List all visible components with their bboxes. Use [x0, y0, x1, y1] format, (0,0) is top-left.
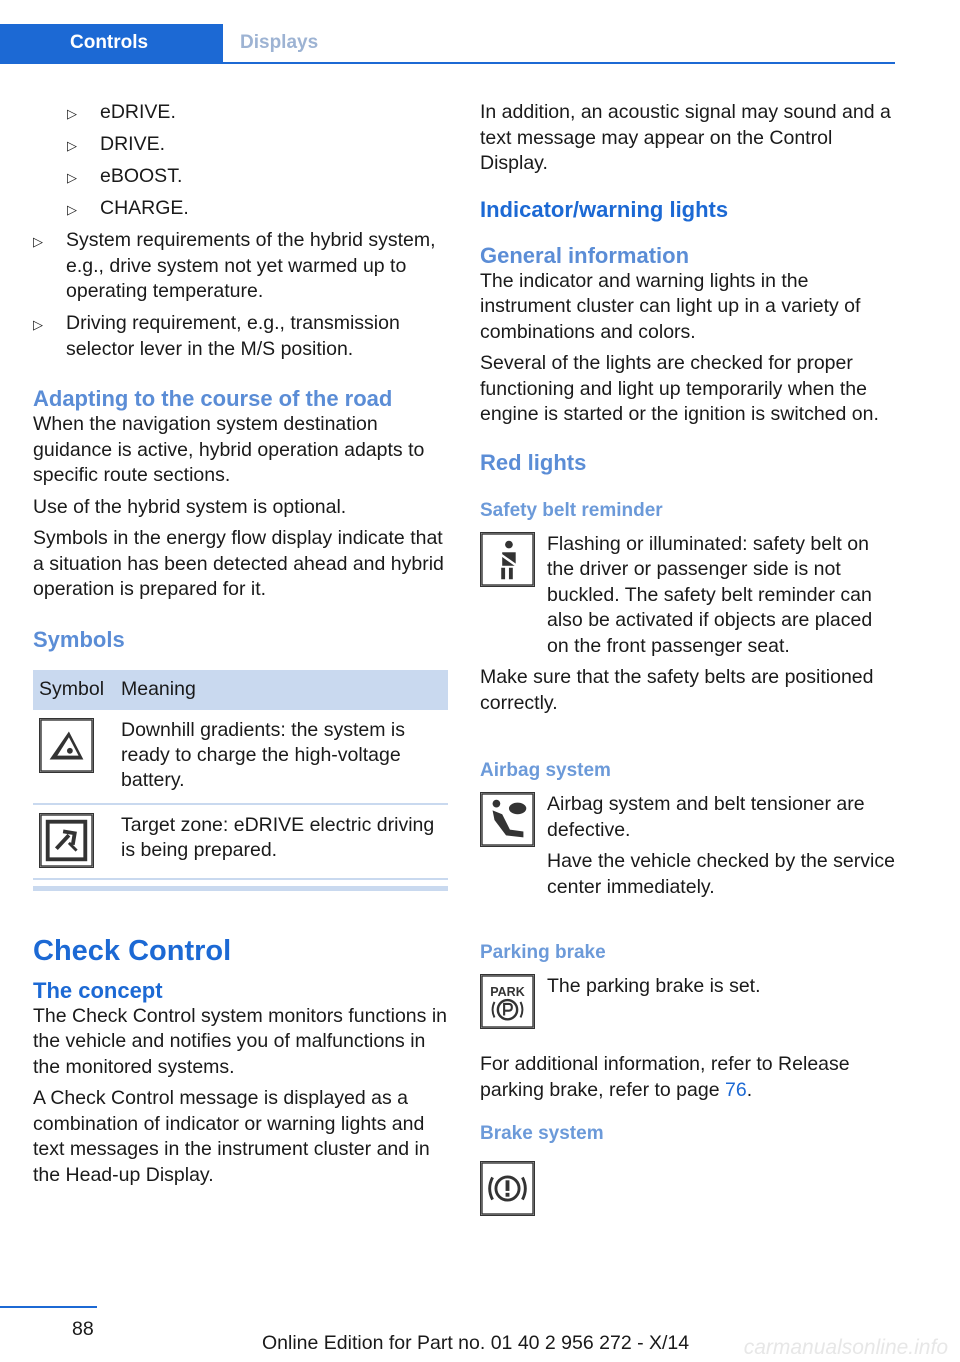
seatbelt-icon: [480, 532, 535, 587]
general-paragraph-2: Several of the lights are checked for proper functioning and light up temporarily when the engine is started or the ignition is switched on.: [480, 352, 879, 425]
triangle-bullet-icon: ▷: [67, 170, 77, 185]
svg-text:PARK: PARK: [490, 985, 525, 1000]
airbag-paragraph-1: Airbag system and belt tensioner are defective.: [547, 793, 865, 841]
requirements-list: [33, 228, 448, 362]
concept-paragraph-1: The Check Control system monitors functions in the vehicle and notifies you of malfunctions in the monitored systems.: [33, 1004, 447, 1078]
edition-text: Online Edition for Part no. 01 40 2 956 272 - X/14: [262, 1332, 690, 1354]
parking-paragraph-2: For additional information, refer to Release parking brake, refer to page 76.: [480, 1053, 850, 1101]
list-item: ▷ eDRIVE.: [33, 100, 448, 126]
tab-controls-label: Controls: [70, 32, 149, 53]
brake-warning-icon: [480, 1161, 535, 1216]
tab-displays[interactable]: Displays: [240, 32, 319, 53]
meaning-cell: Downhill gradients: the system is ready to charge the high-voltage battery.: [115, 710, 448, 804]
column-header-meaning: Meaning: [115, 670, 448, 710]
list-item: ▷ DRIVE.: [33, 132, 448, 158]
concept-paragraph-2: A Check Control message is displayed as a combination of indicator or warning lights and text messages in the instrument cluster and in the Head-up Display.: [33, 1087, 430, 1186]
list-item: ▷ eBOOST.: [33, 164, 448, 190]
footer-rule: [0, 1306, 97, 1308]
red-lights-heading: Red lights: [480, 449, 587, 475]
adapt-heading: Adapting to the course of the road: [33, 386, 393, 411]
triangle-bullet-icon: ▷: [67, 202, 77, 217]
airbag-paragraph-2: Have the vehicle checked by the service center immediately.: [547, 850, 895, 898]
intro-paragraph: In addition, an acoustic signal may sound and a text message may appear on the Control Display.: [480, 101, 891, 174]
general-heading: General information: [480, 242, 690, 268]
list-item: ▷ Driving requirement, e.g., transmission selector lever in the M/S position.: [33, 312, 400, 360]
concept-heading: The concept: [33, 977, 163, 1003]
indicator-heading: Indicator/warning lights: [480, 196, 729, 222]
left-column: [33, 100, 448, 1194]
mode-list: [33, 100, 448, 222]
airbag-block: [480, 792, 898, 900]
target-zone-icon: [39, 813, 94, 868]
general-paragraph-1: The indicator and warning lights in the instrument cluster can light up in a variety of combinations and colors.: [480, 269, 861, 343]
meaning-cell: Target zone: eDRIVE electric driving is being prepared.: [115, 804, 448, 879]
airbag-icon: [480, 792, 535, 847]
parking-brake-block: [480, 974, 898, 1034]
header-tabs: [0, 24, 895, 64]
list-item: ▷ CHARGE.: [33, 196, 448, 222]
belt-paragraph-2: Make sure that the safety belts are positioned correctly.: [480, 666, 874, 714]
belt-block: [480, 532, 898, 660]
column-header-symbol: Symbol: [33, 670, 115, 710]
symbol-cell: [33, 710, 115, 804]
table-end-bar: [33, 886, 448, 891]
check-control-heading: Check Control: [33, 934, 232, 967]
downhill-gradient-icon: [39, 718, 94, 773]
table-row: [33, 804, 448, 879]
right-column: [480, 100, 898, 1216]
list-item: ▷ System requirements of the hybrid system, e.g., drive system not yet warmed up to operating temperature.: [33, 229, 436, 302]
parking-paragraph-1: The parking brake is set.: [547, 975, 761, 997]
parking-brake-icon: [480, 974, 535, 1029]
table-header-row: [33, 670, 448, 710]
table-row: [33, 710, 448, 804]
page-number: 88: [72, 1318, 94, 1340]
watermark: carmanualsonline.info: [743, 1336, 948, 1359]
tab-controls[interactable]: [0, 24, 223, 62]
adapt-paragraph-2: Use of the hybrid system is optional.: [33, 495, 347, 518]
triangle-bullet-icon: ▷: [33, 234, 43, 249]
brake-system-heading: Brake system: [480, 1123, 604, 1144]
adapt-paragraph-3: Symbols in the energy flow display indicate that a situation has been detected ahead and hybrid operation is prepared for it.: [33, 527, 444, 600]
triangle-bullet-icon: ▷: [67, 138, 77, 153]
belt-heading: Safety belt reminder: [480, 499, 663, 521]
symbol-cell: [33, 804, 115, 879]
triangle-bullet-icon: ▷: [33, 317, 43, 332]
airbag-heading: Airbag system: [480, 760, 611, 781]
triangle-bullet-icon: ▷: [67, 106, 77, 121]
parking-brake-heading: Parking brake: [480, 942, 606, 963]
adapt-paragraph-1: When the navigation system destination guidance is active, hybrid operation adapts to specific route sections.: [33, 413, 425, 486]
page-reference-link[interactable]: 76: [724, 1078, 747, 1101]
belt-paragraph-1: Flashing or illuminated: safety belt on the driver or passenger side is not buckled. The safety belt reminder can also be activated if objects are placed on the front passenger seat.: [547, 532, 873, 657]
symbols-heading: Symbols: [33, 626, 125, 652]
symbols-table: [33, 670, 448, 880]
